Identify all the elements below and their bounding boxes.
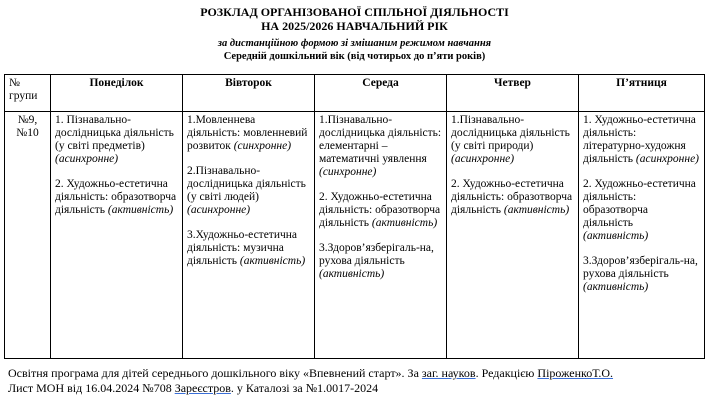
activity-item bbox=[319, 191, 442, 230]
activity-text: 1.Пізнавально-дослідницька діяльність: елементарні – математичні уявлення bbox=[319, 114, 442, 165]
activity-mode: (активність) bbox=[503, 204, 570, 216]
activity-mode: (активність) bbox=[583, 230, 649, 242]
schedule-title: РОЗКЛАД ОРГАНІЗОВАНОЇ СПІЛЬНОЇ ДІЯЛЬНОСТІ bbox=[200, 5, 509, 19]
license-suffix: . у Каталозі за №1.0017-2024 bbox=[230, 381, 379, 395]
program-mid: . Редакцією bbox=[475, 366, 538, 380]
group-column-header: № групи bbox=[5, 75, 51, 112]
activity-text: 1.Пізнавально-дослідницька діяльність (у світі природи) bbox=[451, 114, 570, 152]
activity-item bbox=[187, 229, 310, 268]
activity-text: 1.Мовленнева діяльність: мовленневий розвиток bbox=[187, 114, 308, 152]
day-header-tuesday: Вівторок bbox=[183, 75, 315, 112]
activity-text: 2. Художньо-естетична діяльність: образотворча діяльність bbox=[583, 178, 696, 229]
activity-item bbox=[187, 165, 310, 217]
activity-text: 2. Художньо-естетична діяльність: образотворча діяльність bbox=[319, 191, 441, 229]
schedule-year: НА 2025/2026 НАВЧАЛЬНИЙ РІК bbox=[261, 19, 448, 33]
day-header-thursday: Четвер bbox=[447, 75, 579, 112]
activity-mode: (синхронне) bbox=[319, 166, 377, 178]
monday-cell bbox=[51, 112, 183, 359]
activity-item bbox=[55, 178, 178, 217]
wednesday-cell bbox=[315, 112, 447, 359]
activity-text: 3.Здоров’язберігаль-на, рухова діяльність bbox=[583, 255, 698, 280]
activity-item bbox=[55, 114, 178, 166]
day-header-wednesday: Середа bbox=[315, 75, 447, 112]
activity-item bbox=[583, 255, 700, 294]
thursday-cell bbox=[447, 112, 579, 359]
day-header-monday: Понеділок bbox=[51, 75, 183, 112]
activity-mode: (асинхронне) bbox=[451, 153, 515, 165]
activity-text: 2. Художньо-естетична діяльність: образотворча діяльність bbox=[451, 178, 573, 216]
table-row bbox=[5, 112, 705, 359]
activity-item bbox=[319, 114, 442, 179]
activity-mode: (активність) bbox=[319, 268, 385, 280]
activity-text: 1. Художньо-естетична діяльність: літературно-художня діяльність bbox=[583, 114, 696, 165]
activity-mode: (активність) bbox=[107, 204, 174, 216]
schedule-table bbox=[4, 74, 705, 359]
activity-item bbox=[451, 114, 574, 166]
license-line bbox=[8, 381, 704, 396]
program-abbrev: заг. науков bbox=[421, 366, 476, 380]
activity-item bbox=[187, 114, 310, 153]
activity-mode: (асинхронне) bbox=[187, 204, 251, 216]
group-number-cell: №9, №10 bbox=[5, 112, 51, 359]
program-prefix: Освітня програма для дітей середнього дошкільного віку «Впевнений старт». За bbox=[8, 366, 422, 380]
activity-text: 3.Здоров’язберігаль-на, рухова діяльність bbox=[319, 242, 434, 267]
activity-item bbox=[319, 242, 442, 281]
table-header-row bbox=[5, 75, 705, 112]
activity-item bbox=[451, 178, 574, 217]
activity-text: 1. Пізнавально-дослідницька діяльність (у світі предметів) bbox=[55, 114, 174, 152]
activity-mode: (синхронне) bbox=[233, 140, 292, 152]
age-group: Середній дошкільний вік (від чотирьох до п’яти років) bbox=[223, 51, 486, 62]
activity-mode: (активність) bbox=[371, 217, 438, 229]
activity-mode: (асинхронне) bbox=[635, 153, 700, 165]
activity-mode: (активність) bbox=[239, 255, 306, 267]
activity-item bbox=[583, 178, 700, 243]
license-prefix: Лист МОН від 16.04.2024 №708 bbox=[8, 381, 175, 395]
activity-text: 2. Художньо-естетична діяльність: образотворча діяльність bbox=[55, 178, 177, 216]
activity-text: 3.Художньо-естетична діяльність: музична діяльність bbox=[187, 229, 298, 267]
activity-mode: (асинхронне) bbox=[55, 153, 119, 165]
activity-mode: (активність) bbox=[583, 281, 649, 293]
learning-format: за дистанційною формою зі змішаним режимом навчання bbox=[217, 38, 492, 49]
activity-text: 2.Пізнавально-дослідницька діяльність (у світі людей) bbox=[187, 165, 306, 203]
friday-cell bbox=[579, 112, 705, 359]
program-footer bbox=[8, 366, 704, 396]
program-editor: ПіроженкоТ.О. bbox=[537, 366, 614, 380]
activity-item bbox=[583, 114, 700, 166]
license-registered: Зареєстров bbox=[174, 381, 231, 395]
program-line bbox=[8, 366, 704, 381]
tuesday-cell bbox=[183, 112, 315, 359]
day-header-friday: П’ятниця bbox=[579, 75, 705, 112]
